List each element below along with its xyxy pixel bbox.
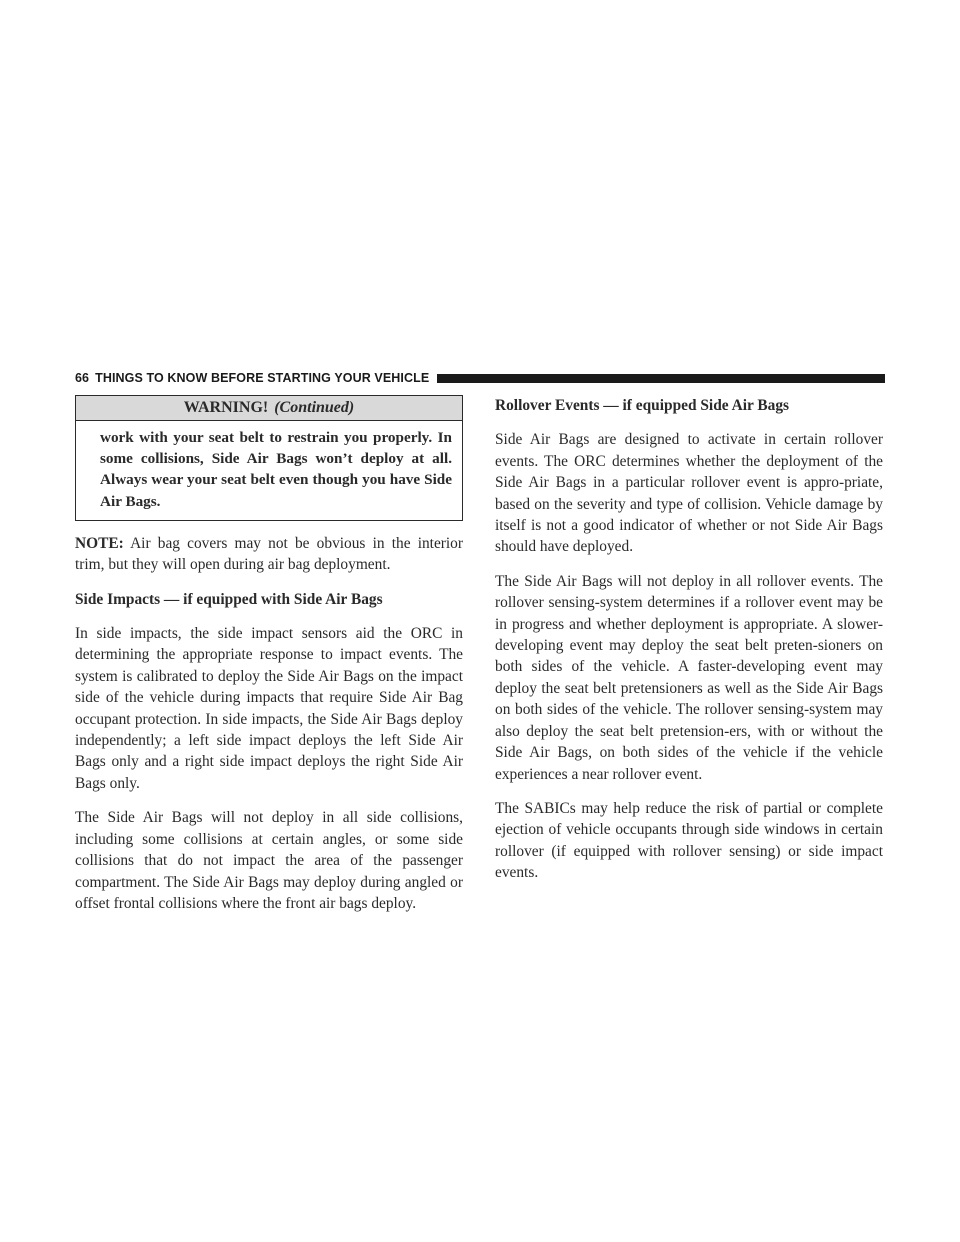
note-paragraph xyxy=(75,533,463,576)
body-paragraph: The Side Air Bags will not deploy in all rollover events. The rollover sensing-system determines if a rollover event may be in progress and whether deployment is appropriate. A slower-developing event may deploy the seat belt preten-sioners on both sides of the vehicle. A faster-developing event may deploy the seat belt pretensioners as well as the Side Air Bags on both sides of the vehicle. The rollover sensing-system may also deploy the seat belt pretension-ers, with or without the Side Air Bags, on both sides of the vehicle if the vehicle experiences a near rollover event. xyxy=(495,572,883,783)
page-header xyxy=(75,368,885,388)
body-paragraph: In side impacts, the side impact sensors aid the ORC in determining the appropriate response to impact events. The system is calibrated to deploy the Side Air Bags on the impact side of the vehicle during impacts that require Side Air Bag occupant protection. In side impacts, the Side Air Bags deploy independently; a left side impact deploys the left Side Air Bags only and a right side impact deploys the right Side Air Bags only. xyxy=(75,625,463,792)
warning-header xyxy=(76,396,462,421)
warning-body: work with your seat belt to restrain you properly. In some collisions, Side Air Bags won’t deploy at all. Always wear your seat belt even though you have Side Air Bags. xyxy=(100,429,452,510)
rollover-events-heading: Rollover Events — if equipped Side Air Bags xyxy=(495,397,790,414)
header-rule xyxy=(437,374,885,383)
left-column xyxy=(75,395,463,927)
body-paragraph: The SABICs may help reduce the risk of partial or complete ejection of vehicle occupants through side windows in certain rollover (if equipped with rollover sensing) or side impact events. xyxy=(495,799,883,882)
warning-continued-label: (Continued) xyxy=(274,399,355,416)
side-impacts-heading: Side Impacts — if equipped with Side Air Bags xyxy=(75,590,383,608)
section-title: THINGS TO KNOW BEFORE STARTING YOUR VEHICLE xyxy=(95,371,430,385)
body-paragraph: Side Air Bags are designed to activate in certain rollover events. The ORC determines whether the deployment of the Side Air Bags in a particular rollover event is appro-priate, based on the severity and type of collision. Vehicle damage by itself is not a good indicator of whether or not Side Air Bags should have deployed. xyxy=(495,431,883,556)
warning-title: WARNING! xyxy=(183,399,269,416)
note-label: NOTE: xyxy=(75,534,124,552)
page-number: 66 xyxy=(75,371,90,385)
warning-box xyxy=(75,395,463,521)
note-text: Air bag covers may not be obvious in the interior trim, but they will open during air bag deployment. xyxy=(75,534,463,574)
body-paragraph: The Side Air Bags will not deploy in all side collisions, including some collisions at certain angles, or some side collisions that do not impact the area of the passenger compartment. The Side Air Bags may deploy during angled or offset frontal collisions where the front air bags deploy. xyxy=(75,809,463,912)
right-column xyxy=(495,395,883,897)
